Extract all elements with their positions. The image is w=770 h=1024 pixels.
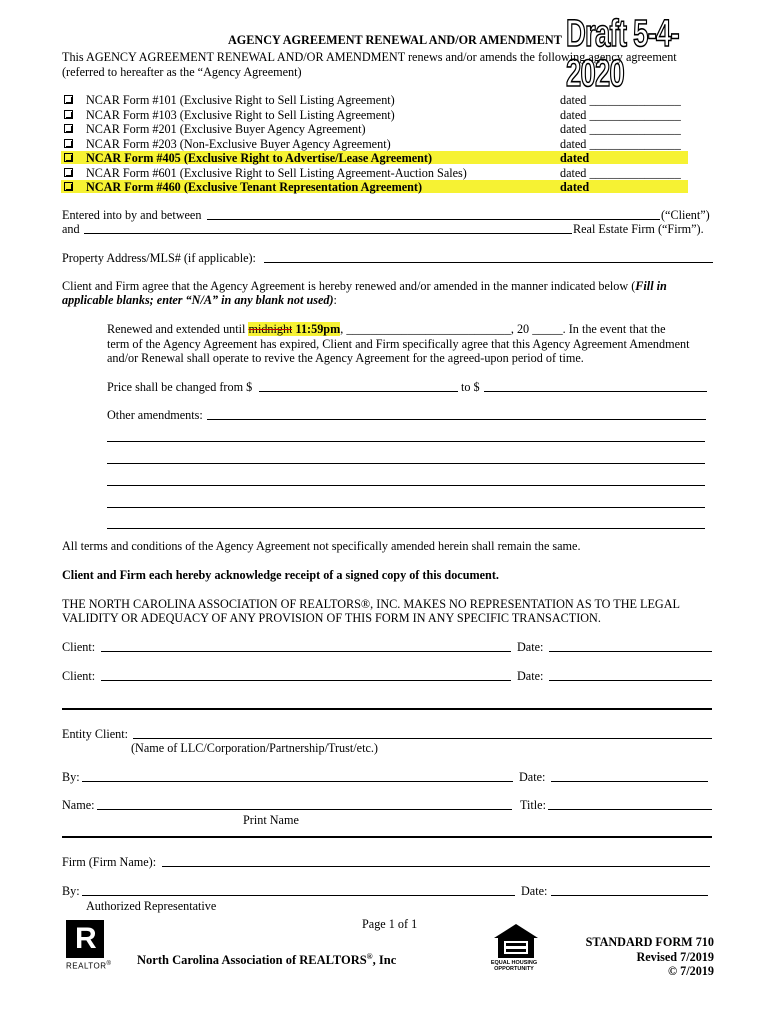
form-option-label: NCAR Form #460 (Exclusive Tenant Representation Agreement) — [86, 180, 423, 194]
firm-by-field[interactable] — [82, 895, 515, 896]
firm-suffix: Real Estate Firm (“Firm”). — [573, 222, 704, 236]
firm-name-signature-field[interactable] — [162, 866, 710, 867]
price-to-label: to $ — [461, 380, 480, 394]
entity-note: (Name of LLC/Corporation/Partnership/Trust/etc.) — [131, 741, 378, 755]
other-amendments-field[interactable] — [207, 419, 706, 420]
renewed-line-2: term of the Agency Agreement has expired, Client and Firm specifically agree that this Agency Agreement Amendment — [107, 337, 690, 351]
by-label: By: — [62, 884, 80, 898]
renewed-line-3: and/or Renewal shall operate to revive the Agency Agreement for the agreed-upon period of time. — [107, 351, 584, 365]
price-label: Price shall be changed from $ — [107, 380, 253, 394]
equal-housing-label: EQUAL HOUSING OPPORTUNITY — [490, 960, 538, 972]
amendment-line[interactable] — [107, 507, 705, 508]
date-label: Date: — [517, 640, 544, 654]
agree-line-2: applicable blanks; enter “N/A” in any blank not used): — [62, 293, 337, 307]
property-address-field[interactable] — [264, 262, 713, 263]
form-checkbox[interactable] — [64, 110, 73, 119]
client-date-field[interactable] — [549, 651, 712, 652]
entity-date-field[interactable] — [551, 781, 708, 782]
entity-title-field[interactable] — [548, 809, 712, 810]
form-option-label: NCAR Form #101 (Exclusive Right to Sell Listing Agreement) — [86, 93, 395, 107]
client-suffix: (“Client”) — [661, 208, 710, 222]
form-checkbox[interactable] — [64, 95, 73, 104]
form-option-label: NCAR Form #405 (Exclusive Right to Advertise/Lease Agreement) — [86, 151, 433, 165]
and-label: and — [62, 222, 80, 236]
form-dated-field[interactable]: dated — [560, 180, 590, 194]
title-label: Title: — [520, 798, 546, 812]
firm-name-label: Firm (Firm Name): — [62, 855, 157, 869]
client-name-field[interactable] — [207, 219, 660, 220]
entity-by-field[interactable] — [82, 781, 513, 782]
association-name: North Carolina Association of REALTORS®, Inc — [137, 952, 397, 968]
client-label: Client: — [62, 669, 96, 683]
date-label: Date: — [519, 770, 546, 784]
form-dated-field[interactable]: dated _______________ — [560, 93, 681, 107]
agree-line-1: Client and Firm agree that the Agency Agreement is hereby renewed and/or amended in the manner indicated below (Fill in — [62, 279, 667, 293]
form-option-label: NCAR Form #201 (Exclusive Buyer Agency Agreement) — [86, 122, 366, 136]
client-signature-field[interactable] — [101, 651, 511, 652]
revised-label: Revised 7/2019 — [636, 950, 714, 964]
entity-name-field[interactable] — [97, 809, 512, 810]
realtor-logo-icon: R — [66, 920, 104, 958]
form-checkbox[interactable] — [64, 168, 73, 177]
form-dated-field[interactable]: dated _______________ — [560, 136, 681, 151]
form-option-label: NCAR Form #103 (Exclusive Right to Sell Listing Agreement) — [86, 107, 395, 122]
entered-into-label: Entered into by and between — [62, 208, 202, 222]
intro-line-2: (referred to hereafter as the “Agency Agreement) — [62, 65, 302, 79]
form-checkbox[interactable] — [64, 182, 73, 191]
other-amendments-label: Other amendments: — [107, 408, 203, 422]
section-divider — [62, 836, 712, 838]
realtor-logo-label: REALTOR® — [66, 961, 112, 971]
authorized-rep-label: Authorized Representative — [86, 899, 217, 913]
copyright-label: © 7/2019 — [667, 964, 714, 978]
property-label: Property Address/MLS# (if applicable): — [62, 251, 256, 265]
page-number: Page 1 of 1 — [362, 917, 418, 931]
amendment-line[interactable] — [107, 463, 705, 464]
entity-client-field[interactable] — [133, 738, 712, 739]
form-dated-field[interactable]: dated _______________ — [560, 122, 681, 136]
date-label: Date: — [521, 884, 548, 898]
form-dated-field[interactable]: dated _______________ — [560, 107, 681, 122]
equal-housing-icon — [491, 922, 541, 960]
price-from-field[interactable] — [259, 391, 458, 392]
entity-client-label: Entity Client: — [62, 727, 129, 741]
renewed-line-1: Renewed and extended until midnight 11:59pm, ___________________________, 20 _____. In the event that the — [107, 322, 666, 336]
client-label: Client: — [62, 640, 96, 654]
intro-line-1: This AGENCY AGREEMENT RENEWAL AND/OR AMENDMENT renews and/or amends the following agency agreement — [62, 50, 677, 64]
form-checkbox[interactable] — [64, 153, 73, 162]
form-dated-field[interactable]: dated _______________ — [560, 165, 681, 180]
name-label: Name: — [62, 798, 95, 812]
price-to-field[interactable] — [484, 391, 707, 392]
form-checkbox[interactable] — [64, 124, 73, 133]
firm-name-field[interactable] — [84, 233, 572, 234]
section-divider — [62, 708, 712, 710]
by-label: By: — [62, 770, 80, 784]
form-option-label: NCAR Form #601 (Exclusive Right to Sell Listing Agreement-Auction Sales) — [86, 165, 467, 180]
acknowledge-text: Client and Firm each hereby acknowledge receipt of a signed copy of this document. — [62, 568, 499, 582]
print-name-label: Print Name — [243, 813, 299, 827]
form-option-label: NCAR Form #203 (Non-Exclusive Buyer Agency Agreement) — [86, 136, 391, 151]
form-checkbox[interactable] — [64, 139, 73, 148]
amendment-line[interactable] — [107, 528, 705, 529]
date-label: Date: — [517, 669, 544, 683]
disclaimer-line-1: THE NORTH CAROLINA ASSOCIATION OF REALTORS®, INC. MAKES NO REPRESENTATION AS TO THE LEGAL — [62, 597, 680, 611]
firm-date-field[interactable] — [551, 895, 708, 896]
client-date-field[interactable] — [549, 680, 712, 681]
all-terms-text: All terms and conditions of the Agency Agreement not specifically amended herein shall remain the same. — [62, 539, 581, 553]
client-signature-field[interactable] — [101, 680, 511, 681]
form-title: AGENCY AGREEMENT RENEWAL AND/OR AMENDMENT — [228, 33, 562, 47]
standard-form-label: STANDARD FORM 710 — [585, 935, 714, 949]
disclaimer-line-2: VALIDITY OR ADEQUACY OF ANY PROVISION OF THIS FORM IN ANY SPECIFIC TRANSACTION. — [62, 611, 601, 625]
amendment-line[interactable] — [107, 485, 705, 486]
amendment-line[interactable] — [107, 441, 705, 442]
draft-stamp: Draft 5-4-2020 — [566, 13, 679, 95]
form-dated-field[interactable]: dated — [560, 151, 590, 165]
